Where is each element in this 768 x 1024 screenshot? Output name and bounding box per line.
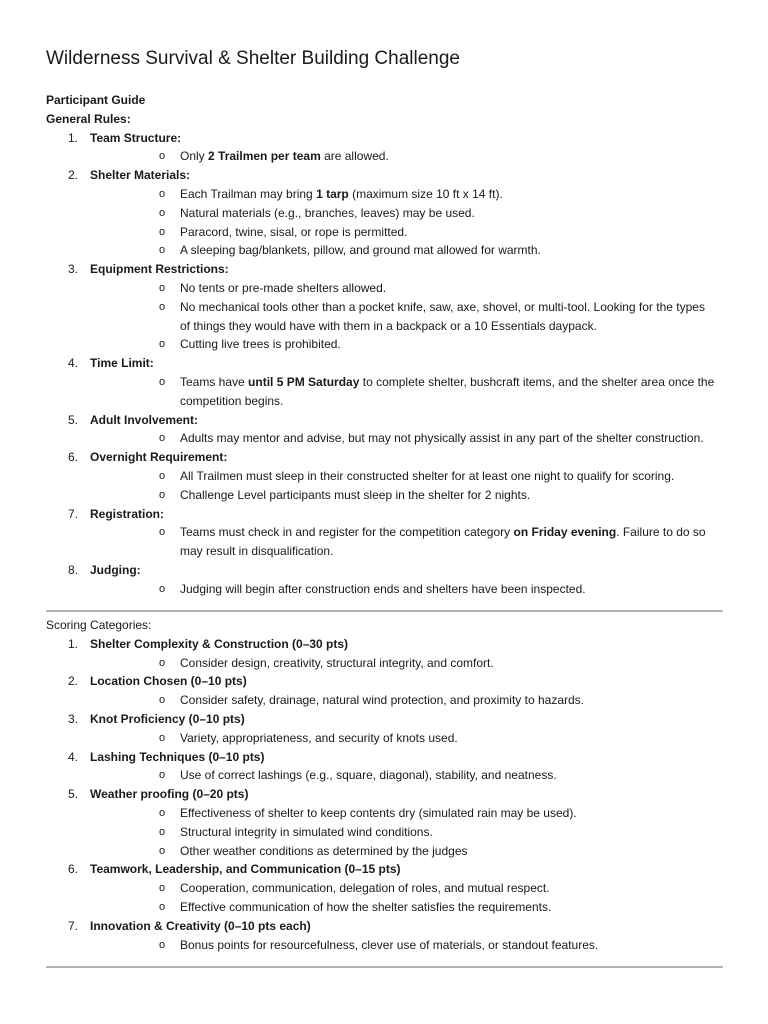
sub-bullet-item (90, 654, 726, 673)
general_rules-item (46, 505, 726, 561)
circle-bullet-icon: o (159, 694, 166, 707)
circle-bullet-icon: o (159, 469, 166, 482)
sub-text: Effective communication of how the shelter satisfies the requirements. (180, 899, 552, 914)
scoring-item (46, 785, 726, 860)
sub-bullet-item (90, 898, 726, 917)
sub-text: Use of correct lashings (e.g., square, diagonal), stability, and neatness. (180, 768, 557, 783)
sub-text: Consider safety, drainage, natural wind protection, and proximity to hazards. (180, 693, 584, 708)
item-number: 4. (68, 749, 79, 764)
scoring-item (46, 710, 726, 748)
sub-bullet-item (90, 766, 726, 785)
circle-bullet-icon: o (159, 244, 166, 257)
sub-text: Challenge Level participants must sleep in the shelter for 2 nights. (180, 487, 531, 502)
item-number: 7. (68, 506, 79, 521)
item-number: 2. (68, 168, 79, 183)
sub-list (90, 185, 726, 260)
item-number: 3. (68, 711, 79, 726)
circle-bullet-icon: o (159, 187, 166, 200)
sub-text: Each Trailman may bring (180, 186, 317, 201)
section-divider (46, 610, 723, 612)
sub-bullet-item (90, 279, 726, 298)
scoring-section (46, 616, 726, 954)
sub-list (90, 654, 726, 673)
circle-bullet-icon: o (159, 806, 166, 819)
sub-list (90, 467, 726, 505)
sub-list (90, 804, 726, 860)
circle-bullet-icon: o (159, 206, 166, 219)
circle-bullet-icon: o (159, 488, 166, 501)
sub-text: All Trailmen must sleep in their constructed shelter for at least one night to qualify for scoring. (180, 468, 675, 483)
sub-text: A sleeping bag/blankets, pillow, and ground mat allowed for warmth. (180, 243, 541, 258)
sub-text: Adults may mentor and advise, but may not physically assist in any part of the shelter construction. (180, 431, 704, 446)
sub-text: Other weather conditions as determined by the judges (180, 843, 468, 858)
sub-bullet-item (90, 185, 726, 204)
sub-bullet-item (90, 204, 726, 223)
sub-text: Cutting live trees is prohibited. (180, 337, 341, 352)
general_rules-item (46, 129, 726, 167)
item-number: 6. (68, 450, 79, 465)
sub-bullet-item (90, 879, 726, 898)
sub-bullet-item (90, 804, 726, 823)
item-label: Lashing Techniques (0–10 pts) (90, 749, 265, 764)
circle-bullet-icon: o (159, 769, 166, 782)
item-label: Overnight Requirement: (90, 450, 228, 465)
sub-text: 2 Trailmen per team (208, 149, 321, 164)
item-label: Knot Proficiency (0–10 pts) (90, 711, 245, 726)
scoring-item (46, 917, 726, 955)
item-label: Registration: (90, 506, 165, 521)
item-label: Shelter Complexity & Construction (0–30 pts) (90, 636, 349, 651)
item-number: 7. (68, 918, 79, 933)
sub-list (90, 279, 726, 354)
bottom-divider (46, 966, 723, 968)
sub-text: Effectiveness of shelter to keep contents dry (simulated rain may be used). (180, 805, 577, 820)
sub-text: Teams have (180, 374, 249, 389)
sub-list (90, 147, 726, 166)
circle-bullet-icon: o (159, 281, 166, 294)
sub-text: Judging will begin after construction ends and shelters have been inspected. (180, 581, 586, 596)
sub-bullet-item (90, 823, 726, 842)
sub-list (90, 523, 726, 561)
sub-text: . Failure to do so may result in disqualification. (180, 525, 706, 559)
item-label: Adult Involvement: (90, 412, 199, 427)
sub-list (90, 879, 726, 917)
circle-bullet-icon: o (159, 526, 166, 539)
sub-bullet-item (90, 241, 726, 260)
circle-bullet-icon: o (159, 656, 166, 669)
sub-text: Consider design, creativity, structural integrity, and comfort. (180, 655, 494, 670)
item-label: Location Chosen (0–10 pts) (90, 674, 247, 689)
sub-text: Structural integrity in simulated wind conditions. (180, 824, 433, 839)
item-number: 3. (68, 262, 79, 277)
item-label: Innovation & Creativity (0–10 pts each) (90, 918, 311, 933)
item-number: 1. (68, 130, 79, 145)
sub-text: to complete shelter, bushcraft items, and the shelter area once the competition begins. (180, 374, 715, 408)
sub-bullet-item (90, 223, 726, 242)
circle-bullet-icon: o (159, 432, 166, 445)
sub-text: Bonus points for resourcefulness, clever use of materials, or standout features. (180, 937, 599, 952)
page-title: Wilderness Survival & Shelter Building Challenge (46, 48, 460, 69)
item-label: Team Structure: (90, 130, 182, 145)
general_rules-item (46, 166, 726, 260)
circle-bullet-icon: o (159, 582, 166, 595)
general_rules-item (46, 448, 726, 504)
circle-bullet-icon: o (159, 731, 166, 744)
sub-text: on Friday evening (513, 525, 617, 540)
sub-text: (maximum size 10 ft x 14 ft). (348, 186, 503, 201)
item-label: Teamwork, Leadership, and Communication (0–15 pts) (90, 862, 401, 877)
sub-bullet-item (90, 523, 726, 561)
sub-text: Paracord, twine, sisal, or rope is permitted. (180, 224, 408, 239)
sub-list (90, 373, 726, 411)
sub-bullet-item (90, 842, 726, 861)
item-label: Weather proofing (0–20 pts) (90, 787, 249, 802)
circle-bullet-icon: o (159, 900, 166, 913)
circle-bullet-icon: o (159, 300, 166, 313)
sub-bullet-item (90, 580, 726, 599)
sub-list (90, 766, 726, 785)
sub-text: 1 tarp (316, 186, 349, 201)
general-rules-section (46, 91, 726, 599)
sub-text: Natural materials (e.g., branches, leaves) may be used. (180, 205, 475, 220)
circle-bullet-icon: o (159, 338, 166, 351)
scoring-item (46, 635, 726, 673)
sub-list (90, 729, 726, 748)
general-rules-heading: General Rules: (46, 111, 131, 126)
sub-text: No mechanical tools other than a pocket knife, saw, axe, shovel, or multi-tool. Looking for the types of things they would have with them in a backpack or a 10 Essentials daypack. (180, 299, 705, 333)
participant-guide-heading: Participant Guide (46, 93, 146, 107)
sub-bullet-item (90, 486, 726, 505)
item-label: Shelter Materials: (90, 168, 191, 183)
circle-bullet-icon: o (159, 882, 166, 895)
scoring-item (46, 672, 726, 710)
sub-list (90, 936, 726, 955)
sub-text: are allowed. (320, 149, 389, 164)
item-number: 5. (68, 787, 79, 802)
sub-text: Teams must check in and register for the competition category (180, 525, 514, 540)
item-number: 5. (68, 412, 79, 427)
sub-bullet-item (90, 335, 726, 354)
general_rules-item (46, 260, 726, 354)
sub-bullet-item (90, 729, 726, 748)
sub-list (90, 691, 726, 710)
circle-bullet-icon: o (159, 375, 166, 388)
circle-bullet-icon: o (159, 150, 166, 163)
item-number: 1. (68, 636, 79, 651)
item-label: Judging: (90, 562, 141, 577)
circle-bullet-icon: o (159, 844, 166, 857)
sub-text: Only (180, 149, 209, 164)
general-rules-list (46, 129, 726, 599)
sub-text: No tents or pre-made shelters allowed. (180, 280, 387, 295)
sub-bullet-item (90, 298, 726, 336)
sub-bullet-item (90, 429, 726, 448)
sub-bullet-item (90, 373, 726, 411)
general_rules-item (46, 411, 726, 449)
sub-list (90, 580, 726, 599)
scoring-item (46, 748, 726, 786)
sub-list (90, 429, 726, 448)
sub-text: Variety, appropriateness, and security of knots used. (180, 730, 458, 745)
scoring-heading: Scoring Categories: (46, 618, 152, 632)
sub-bullet-item (90, 467, 726, 486)
item-label: Time Limit: (90, 356, 154, 371)
item-number: 6. (68, 862, 79, 877)
item-number: 2. (68, 674, 79, 689)
sub-text: until 5 PM Saturday (248, 374, 360, 389)
item-label: Equipment Restrictions: (90, 262, 229, 277)
general_rules-item (46, 354, 726, 410)
scoring-item (46, 860, 726, 916)
sub-bullet-item (90, 691, 726, 710)
item-number: 4. (68, 356, 79, 371)
item-number: 8. (68, 562, 79, 577)
circle-bullet-icon: o (159, 825, 166, 838)
circle-bullet-icon: o (159, 225, 166, 238)
scoring-list (46, 635, 726, 955)
sub-text: Cooperation, communication, delegation of roles, and mutual respect. (180, 881, 550, 896)
circle-bullet-icon: o (159, 938, 166, 951)
sub-bullet-item (90, 936, 726, 955)
sub-bullet-item (90, 147, 726, 166)
general_rules-item (46, 561, 726, 599)
